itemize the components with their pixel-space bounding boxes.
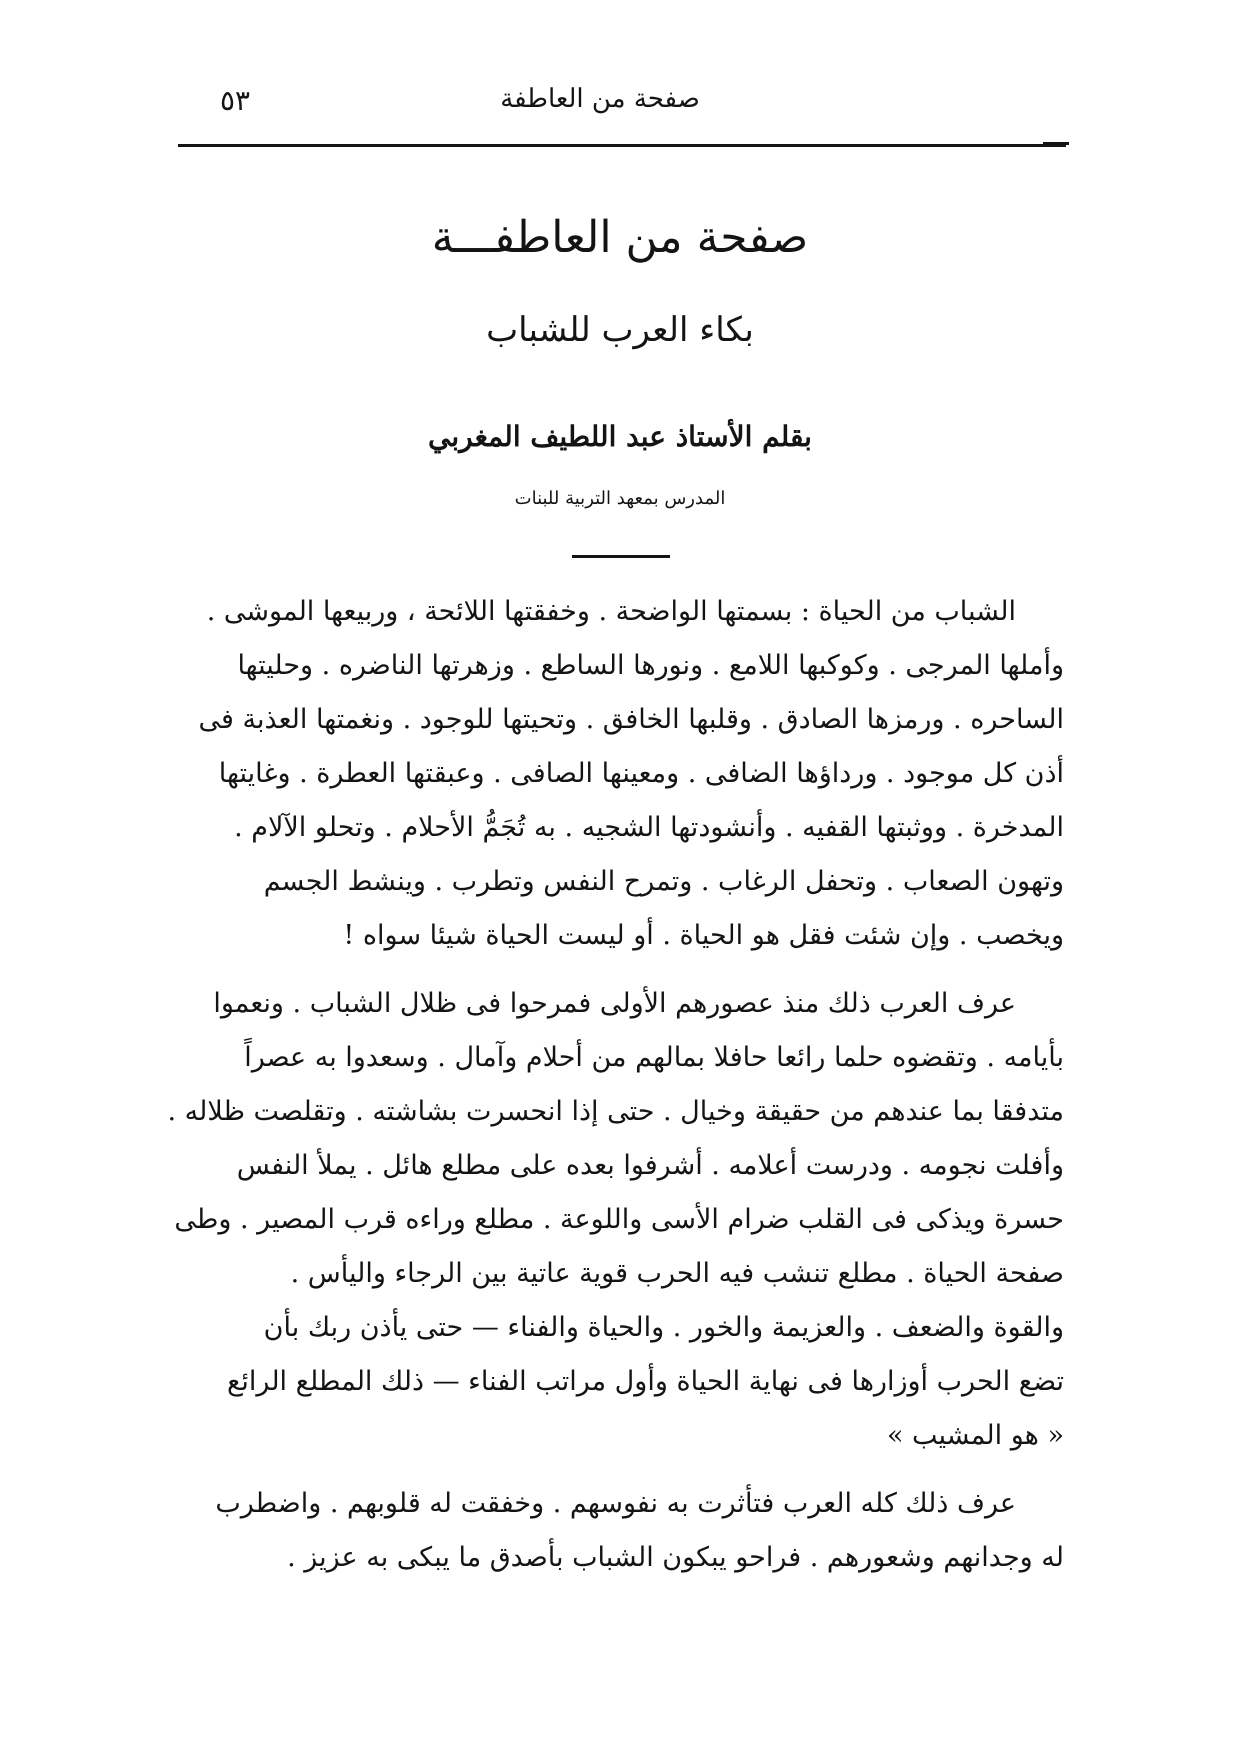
text-line: الساحره . ورمزها الصادق . وقلبها الخافق . وتحيتها للوجود . ونغمتها العذبة فى	[198, 704, 1064, 735]
text-line: وأفلت نجومه . ودرست أعلامه . أشرفوا بعده على مطلع هائل . يملأ النفس	[236, 1150, 1064, 1181]
text-line: بأيامه . وتقضوه حلما رائعا حافلا بمالهم من أحلام وآمال . وسعدوا به عصراً	[244, 1042, 1064, 1073]
author-byline: بقلم الأستاذ عبد اللطيف المغربي	[428, 420, 812, 453]
header-rule	[178, 144, 1066, 147]
text-line: ويخصب . وإن شئت فقل هو الحياة . أو ليست الحياة شيئا سواه !	[343, 920, 1064, 951]
paragraph	[178, 585, 1064, 963]
paragraph	[167, 977, 1064, 1463]
article-body	[167, 585, 1064, 1585]
text-line: له وجدانهم وشعورهم . فراحو يبكون الشباب بأصدق ما يبكى به عزيز .	[287, 1542, 1064, 1573]
text-line: متدفقا بما عندهم من حقيقة وخيال . حتى إذا انحسرت بشاشته . وتقلصت ظلاله .	[167, 1096, 1064, 1127]
text-line: وأملها المرجى . وكوكبها اللامع . ونورها الساطع . وزهرتها الناضره . وحليتها	[237, 650, 1064, 681]
running-header	[150, 84, 1050, 124]
running-title: صفحة من العاطفة	[500, 84, 700, 114]
page-number: ٥٣	[220, 84, 251, 117]
article-subtitle: بكاء العرب للشباب	[486, 310, 754, 350]
author-role: المدرس بمعهد التربية للبنات	[514, 488, 726, 509]
text-line: والقوة والضعف . والعزيمة والخور . والحياة والفناء — حتى يأذن ربك بأن	[263, 1312, 1064, 1343]
article-title: صفحة من العاطفـــة	[431, 212, 809, 263]
text-line: صفحة الحياة . مطلع تنشب فيه الحرب قوية عاتية بين الرجاء واليأس .	[290, 1258, 1064, 1289]
text-line: حسرة ويذكى فى القلب ضرام الأسى واللوعة . مطلع وراءه قرب المصير . وطى	[174, 1204, 1064, 1235]
text-line: تضع الحرب أوزارها فى نهاية الحياة وأول مراتب الفناء — ذلك المطلع الرائع	[227, 1366, 1064, 1397]
text-line: المدخرة . ووثبتها القفيه . وأنشودتها الشجيه . به تُجَمُّ الأحلام . وتحلو الآلام .	[234, 812, 1064, 843]
paragraph	[178, 1477, 1064, 1585]
text-line: الشباب من الحياة : بسمتها الواضحة . وخفقتها اللائحة ، وربيعها الموشى .	[206, 596, 1016, 627]
text-line: أذن كل موجود . ورداؤها الضافى . ومعينها الصافى . وعبقتها العطرة . وغايتها	[218, 758, 1064, 789]
text-line: وتهون الصعاب . وتحفل الرغاب . وتمرح النفس وتطرب . وينشط الجسم	[263, 866, 1064, 897]
section-divider	[572, 555, 670, 558]
text-line: عرف ذلك كله العرب فتأثرت به نفوسهم . وخفقت له قلوبهم . واضطرب	[215, 1488, 1016, 1519]
text-line: عرف العرب ذلك منذ عصورهم الأولى فمرحوا فى ظلال الشباب . ونعموا	[213, 988, 1016, 1019]
text-line: « هو المشيب »	[886, 1420, 1064, 1451]
